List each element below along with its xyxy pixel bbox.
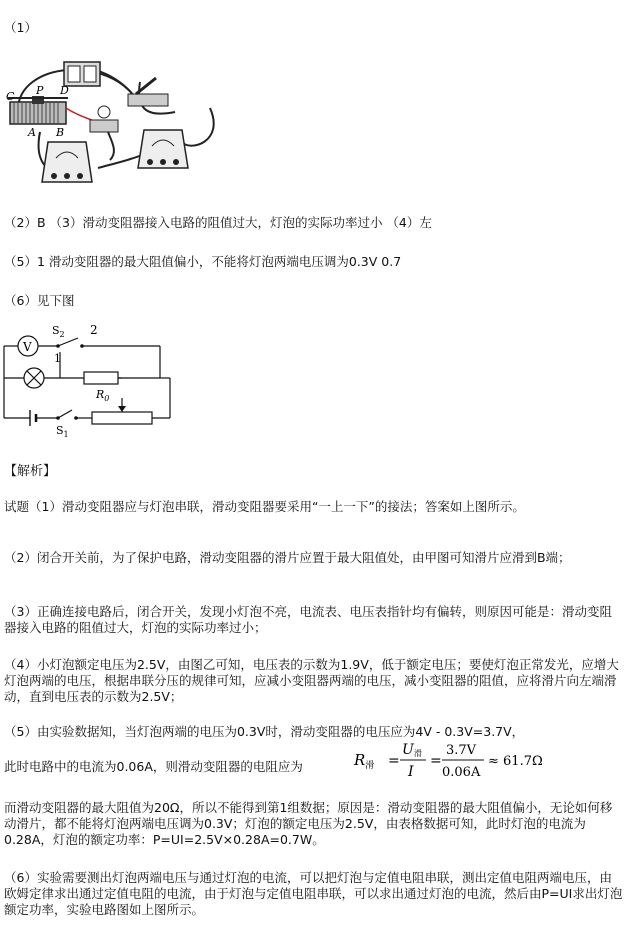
- formula-numerator-2: 3.7V: [446, 743, 477, 758]
- rheostat-drawing: [8, 96, 68, 124]
- lamp-on-holder: [90, 106, 118, 132]
- formula-numerator-1: U滑: [402, 742, 422, 758]
- analysis-part-1: 试题（1）滑动变阻器应与灯泡串联，滑动变阻器要采用“一上一下”的接法；答案如上图所示。: [4, 499, 525, 514]
- analysis-part-2: （2）闭合开关前，为了保护电路，滑动变阻器的滑片应置于最大阻值处，由甲图可知滑片应滑到B端；: [4, 550, 571, 565]
- formula-denominator-2: 0.06A: [442, 765, 481, 780]
- answer-5: （5）1 滑动变阻器的最大阻值偏小，不能将灯泡两端电压调为0.3V 0.7: [4, 254, 402, 269]
- fig1-label-p: P: [36, 84, 44, 97]
- fig1-label-a: A: [28, 126, 36, 139]
- s1-label: $S_1$: [56, 424, 69, 439]
- switch-position-1-label: 1: [54, 352, 61, 365]
- svg-text:=: =: [388, 753, 400, 769]
- fig1-label-c: C: [6, 90, 15, 103]
- r0-resistor-symbol: [84, 372, 118, 384]
- analysis-part-5-line-1: （5）由实验数据知，当灯泡两端的电压为0.3V时，滑动变阻器的电压应为4V - 0.3V=3.7V，: [4, 724, 525, 739]
- wiring-illustration: [0, 42, 240, 192]
- formula-lhs: $R_滑$: [354, 751, 375, 771]
- rheostat-symbol: [92, 412, 152, 424]
- analysis-part-4: （4）小灯泡额定电压为2.5V，由图乙可知，电压表的示数为1.9V，低于额定电压；要使灯泡正常发光，应增大灯泡两端的电压，根据串联分压的规律可知，应减小变阻器两端的电压，减小变阻器的阻值，应将滑片向左端滑动，直到电压表的示数为2.5V；: [4, 657, 619, 704]
- resistance-formula: [352, 738, 552, 782]
- fig1-label-b: B: [56, 126, 65, 139]
- svg-text:=: =: [430, 753, 442, 769]
- analysis-heading: 【解析】: [4, 464, 57, 479]
- voltmeter-drawing: [138, 130, 188, 168]
- analysis-part-3: （3）正确连接电路后，闭合开关，发现小灯泡不亮，电流表、电压表指针均有偏转，则原因可能是：滑动变阻器接入电路的阻值过大，灯泡的实际功率过小；: [4, 604, 612, 635]
- analysis-part-5-line-3: 而滑动变阻器的最大阻值为20Ω，所以不能得到第1组数据；原因是：滑动变阻器的最大阻值偏小，无论如何移动滑片，都不能将灯泡两端电压调为0.3V；灯泡的额定电压为2.5V，由表格数据可知，此时灯泡的电流为0.28A，灯泡的额定功率：P=UI=2.5V×0.28A=0.7W。: [4, 800, 613, 847]
- answer-2-4: （2）B （3）滑动变阻器接入电路的阻值过大，灯泡的实际功率过小 （4）左: [4, 215, 432, 230]
- analysis-part-6: （6）实验需要测出灯泡两端电压与通过灯泡的电流，可以把灯泡与定值电阻串联，测出定值电阻两端电压，由欧姆定律求出通过定值电阻的电流，由于灯泡与定值电阻串联，可以求出通过灯泡的电流，然后由P=UI求出灯泡额定功率，实验电路图如上图所示。: [4, 870, 623, 917]
- battery-symbol: [30, 410, 36, 426]
- lamp-symbol: [24, 368, 44, 388]
- switch-knife: [128, 78, 168, 106]
- answer-1-label: （1）: [4, 20, 37, 35]
- voltmeter-label: V: [23, 340, 32, 354]
- formula-result: ≈ 61.7Ω: [488, 754, 543, 769]
- fig1-label-d: D: [60, 84, 69, 97]
- formula-denominator-1: I: [408, 764, 414, 780]
- s2-label: $S_2$: [52, 324, 65, 339]
- switch-position-2-label: 2: [90, 323, 98, 337]
- circuit-diagram: [0, 320, 200, 440]
- ammeter-drawing: [42, 142, 92, 182]
- analysis-part-5-line-2: 此时电路中的电流为0.06A，则滑动变阻器的电阻应为: [4, 759, 303, 774]
- r0-label: $R_0$: [96, 388, 110, 403]
- answer-6: （6）见下图: [4, 293, 75, 308]
